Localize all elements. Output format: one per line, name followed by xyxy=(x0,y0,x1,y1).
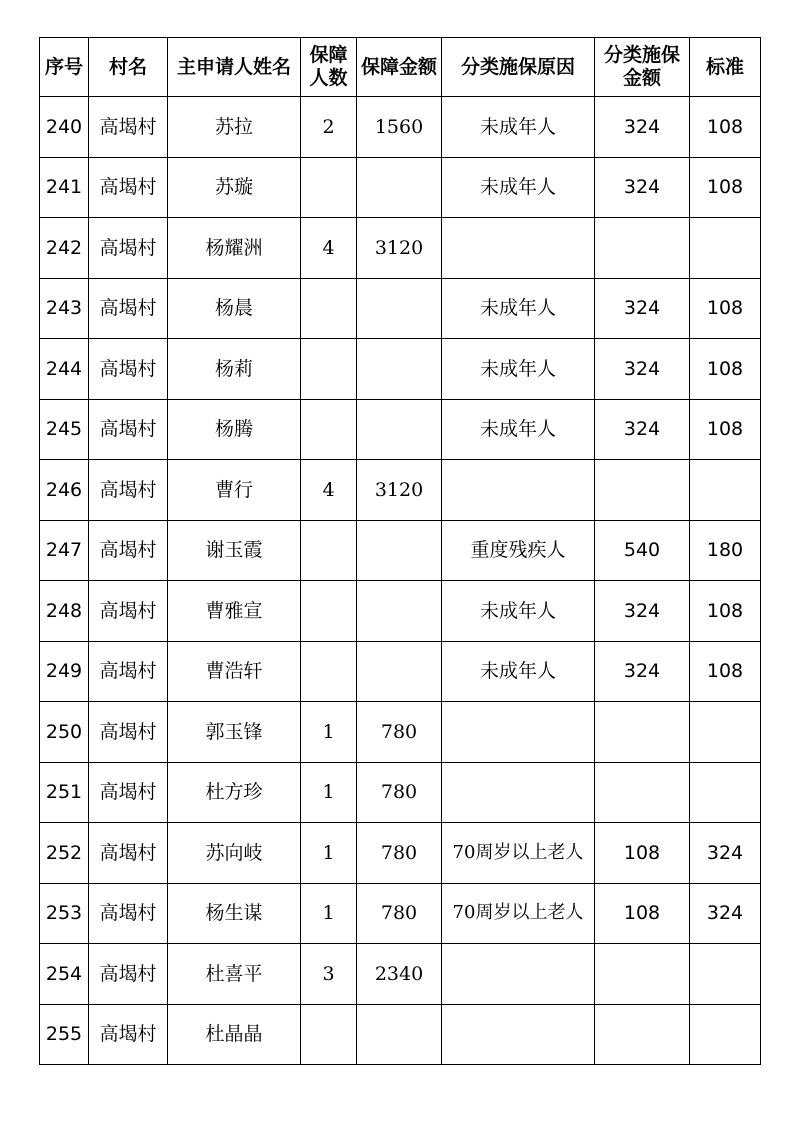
cell-class-reason: 70周岁以上老人 xyxy=(442,883,595,944)
cell-village: 高堨村 xyxy=(89,581,168,642)
cell-class-reason: 未成年人 xyxy=(442,339,595,400)
cell-class-amount xyxy=(595,460,690,521)
cell-village: 高堨村 xyxy=(89,762,168,823)
cell-serial-no: 254 xyxy=(40,944,89,1005)
cell-persons xyxy=(301,339,357,400)
cell-class-amount: 324 xyxy=(595,339,690,400)
cell-class-reason xyxy=(442,702,595,763)
cell-village: 高堨村 xyxy=(89,702,168,763)
cell-serial-no: 253 xyxy=(40,883,89,944)
cell-serial-no: 246 xyxy=(40,460,89,521)
cell-amount xyxy=(357,399,442,460)
cell-class-amount: 540 xyxy=(595,520,690,581)
assistance-table xyxy=(39,37,761,1065)
cell-serial-no: 250 xyxy=(40,702,89,763)
table-row xyxy=(40,641,761,702)
cell-village: 高堨村 xyxy=(89,339,168,400)
cell-class-amount: 324 xyxy=(595,278,690,339)
cell-applicant-name: 苏向岐 xyxy=(168,823,301,884)
header-row xyxy=(40,38,761,97)
header-amount: 保障金额 xyxy=(357,38,442,97)
cell-class-reason: 未成年人 xyxy=(442,399,595,460)
cell-persons xyxy=(301,399,357,460)
table-body xyxy=(40,97,761,1065)
cell-applicant-name: 杨晨 xyxy=(168,278,301,339)
cell-applicant-name: 曹行 xyxy=(168,460,301,521)
header-applicant-name: 主申请人姓名 xyxy=(168,38,301,97)
cell-village: 高堨村 xyxy=(89,278,168,339)
cell-class-amount xyxy=(595,1004,690,1065)
cell-amount: 780 xyxy=(357,823,442,884)
cell-class-amount xyxy=(595,944,690,1005)
cell-persons xyxy=(301,1004,357,1065)
cell-village: 高堨村 xyxy=(89,823,168,884)
cell-serial-no: 247 xyxy=(40,520,89,581)
cell-class-reason xyxy=(442,460,595,521)
cell-amount: 3120 xyxy=(357,218,442,279)
cell-standard xyxy=(690,218,761,279)
table-row xyxy=(40,399,761,460)
cell-serial-no: 241 xyxy=(40,157,89,218)
cell-applicant-name: 郭玉锋 xyxy=(168,702,301,763)
cell-class-amount xyxy=(595,702,690,763)
cell-persons xyxy=(301,157,357,218)
cell-standard: 108 xyxy=(690,157,761,218)
cell-serial-no: 242 xyxy=(40,218,89,279)
cell-village: 高堨村 xyxy=(89,883,168,944)
cell-serial-no: 243 xyxy=(40,278,89,339)
table-row xyxy=(40,460,761,521)
cell-applicant-name: 杨腾 xyxy=(168,399,301,460)
cell-applicant-name: 杨莉 xyxy=(168,339,301,400)
table-row xyxy=(40,702,761,763)
cell-applicant-name: 杨耀洲 xyxy=(168,218,301,279)
cell-serial-no: 244 xyxy=(40,339,89,400)
cell-amount: 780 xyxy=(357,762,442,823)
cell-class-reason xyxy=(442,218,595,279)
header-serial-no: 序号 xyxy=(40,38,89,97)
cell-class-reason: 70周岁以上老人 xyxy=(442,823,595,884)
cell-class-reason xyxy=(442,762,595,823)
cell-village: 高堨村 xyxy=(89,520,168,581)
cell-amount xyxy=(357,339,442,400)
cell-persons: 2 xyxy=(301,97,357,158)
cell-serial-no: 255 xyxy=(40,1004,89,1065)
cell-class-reason: 未成年人 xyxy=(442,278,595,339)
cell-standard xyxy=(690,944,761,1005)
cell-village: 高堨村 xyxy=(89,97,168,158)
cell-class-amount: 324 xyxy=(595,641,690,702)
cell-class-reason: 重度残疾人 xyxy=(442,520,595,581)
cell-standard: 324 xyxy=(690,883,761,944)
cell-amount: 780 xyxy=(357,702,442,763)
cell-class-reason xyxy=(442,944,595,1005)
cell-class-amount: 108 xyxy=(595,883,690,944)
cell-village: 高堨村 xyxy=(89,1004,168,1065)
table-row xyxy=(40,762,761,823)
cell-applicant-name: 曹浩轩 xyxy=(168,641,301,702)
header-standard: 标准 xyxy=(690,38,761,97)
cell-amount: 780 xyxy=(357,883,442,944)
cell-persons xyxy=(301,581,357,642)
cell-standard: 108 xyxy=(690,581,761,642)
cell-persons xyxy=(301,520,357,581)
cell-class-reason: 未成年人 xyxy=(442,641,595,702)
cell-standard: 108 xyxy=(690,641,761,702)
cell-class-amount: 324 xyxy=(595,97,690,158)
header-class-amount: 分类施保金额 xyxy=(595,38,690,97)
cell-persons: 1 xyxy=(301,762,357,823)
table-row xyxy=(40,883,761,944)
cell-amount xyxy=(357,1004,442,1065)
cell-amount xyxy=(357,157,442,218)
header-class-reason: 分类施保原因 xyxy=(442,38,595,97)
cell-standard xyxy=(690,762,761,823)
table-row xyxy=(40,1004,761,1065)
table-row xyxy=(40,278,761,339)
cell-village: 高堨村 xyxy=(89,641,168,702)
cell-serial-no: 240 xyxy=(40,97,89,158)
cell-persons: 3 xyxy=(301,944,357,1005)
table-row xyxy=(40,823,761,884)
table-row xyxy=(40,339,761,400)
cell-village: 高堨村 xyxy=(89,399,168,460)
cell-applicant-name: 谢玉霞 xyxy=(168,520,301,581)
cell-class-reason: 未成年人 xyxy=(442,97,595,158)
header-persons: 保障人数 xyxy=(301,38,357,97)
cell-applicant-name: 苏拉 xyxy=(168,97,301,158)
table-row xyxy=(40,157,761,218)
cell-amount xyxy=(357,278,442,339)
cell-class-amount: 324 xyxy=(595,157,690,218)
cell-persons: 1 xyxy=(301,702,357,763)
cell-persons: 4 xyxy=(301,218,357,279)
cell-class-amount: 324 xyxy=(595,399,690,460)
cell-amount xyxy=(357,520,442,581)
header-village: 村名 xyxy=(89,38,168,97)
table-row xyxy=(40,944,761,1005)
cell-serial-no: 249 xyxy=(40,641,89,702)
cell-applicant-name: 杜方珍 xyxy=(168,762,301,823)
cell-village: 高堨村 xyxy=(89,944,168,1005)
cell-standard xyxy=(690,1004,761,1065)
table-header xyxy=(40,38,761,97)
cell-amount: 3120 xyxy=(357,460,442,521)
cell-applicant-name: 杨生谋 xyxy=(168,883,301,944)
cell-standard: 108 xyxy=(690,339,761,400)
cell-serial-no: 251 xyxy=(40,762,89,823)
cell-amount: 2340 xyxy=(357,944,442,1005)
cell-class-amount xyxy=(595,218,690,279)
cell-persons xyxy=(301,278,357,339)
cell-applicant-name: 杜晶晶 xyxy=(168,1004,301,1065)
cell-amount: 1560 xyxy=(357,97,442,158)
cell-amount xyxy=(357,581,442,642)
table-row xyxy=(40,520,761,581)
cell-standard: 324 xyxy=(690,823,761,884)
cell-persons: 1 xyxy=(301,883,357,944)
cell-village: 高堨村 xyxy=(89,157,168,218)
cell-village: 高堨村 xyxy=(89,460,168,521)
table-row xyxy=(40,218,761,279)
cell-persons xyxy=(301,641,357,702)
cell-standard xyxy=(690,460,761,521)
table-row xyxy=(40,97,761,158)
cell-class-reason: 未成年人 xyxy=(442,157,595,218)
cell-serial-no: 252 xyxy=(40,823,89,884)
cell-standard xyxy=(690,702,761,763)
cell-applicant-name: 曹雅宣 xyxy=(168,581,301,642)
cell-class-reason xyxy=(442,1004,595,1065)
cell-standard: 108 xyxy=(690,399,761,460)
cell-class-amount: 324 xyxy=(595,581,690,642)
cell-standard: 108 xyxy=(690,97,761,158)
cell-applicant-name: 杜喜平 xyxy=(168,944,301,1005)
table-row xyxy=(40,581,761,642)
cell-amount xyxy=(357,641,442,702)
cell-class-reason: 未成年人 xyxy=(442,581,595,642)
cell-standard: 108 xyxy=(690,278,761,339)
cell-persons: 4 xyxy=(301,460,357,521)
cell-serial-no: 245 xyxy=(40,399,89,460)
cell-village: 高堨村 xyxy=(89,218,168,279)
cell-persons: 1 xyxy=(301,823,357,884)
cell-applicant-name: 苏璇 xyxy=(168,157,301,218)
cell-serial-no: 248 xyxy=(40,581,89,642)
cell-class-amount xyxy=(595,762,690,823)
cell-class-amount: 108 xyxy=(595,823,690,884)
cell-standard: 180 xyxy=(690,520,761,581)
